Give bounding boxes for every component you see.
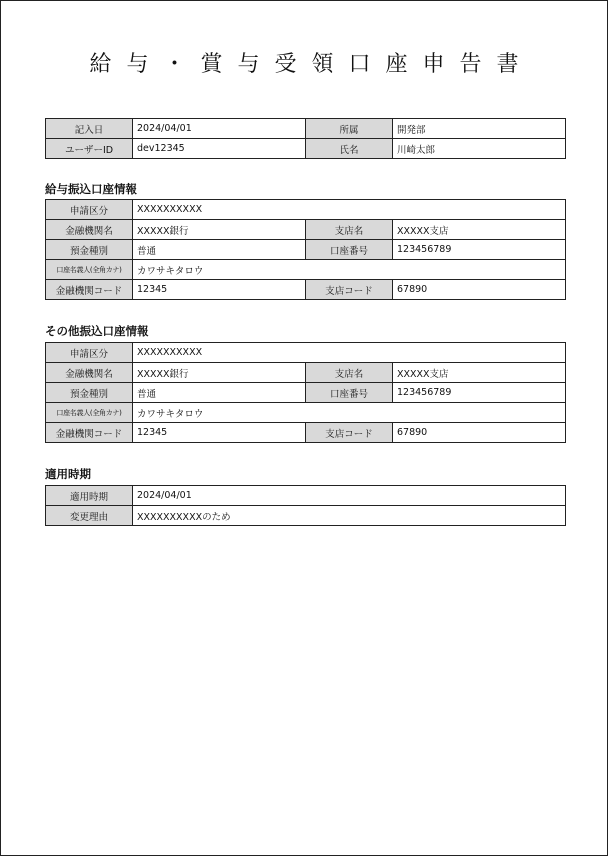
salary-account-section-title: 給与振込口座情報 — [45, 182, 137, 196]
account-number-label: 口座番号 — [306, 240, 393, 260]
table-row — [46, 200, 566, 220]
change-reason-label: 変更理由 — [46, 506, 133, 526]
table-row — [46, 423, 566, 443]
effective-date-label: 適用時期 — [46, 486, 133, 506]
effective-date-value: 2024/04/01 — [133, 486, 566, 506]
application-type-value: XXXXXXXXXX — [133, 200, 566, 220]
bank-code-label: 金融機関コード — [46, 423, 133, 443]
application-type-value: XXXXXXXXXX — [133, 343, 566, 363]
change-reason-value: XXXXXXXXXXのため — [133, 506, 566, 526]
deposit-type-value: 普通 — [133, 383, 306, 403]
document-title: 給与・賞与受領口座申告書 — [89, 52, 534, 77]
table-row — [46, 119, 566, 139]
effective-section-title: 適用時期 — [45, 467, 91, 481]
account-holder-value: カワサキタロウ — [133, 403, 566, 423]
branch-name-value: XXXXX支店 — [393, 363, 566, 383]
table-row — [46, 403, 566, 423]
account-number-value: 123456789 — [393, 383, 566, 403]
entry-date-label: 記入日 — [46, 119, 133, 139]
bank-name-value: XXXXX銀行 — [133, 220, 306, 240]
application-type-label: 申請区分 — [46, 200, 133, 220]
effective-table — [45, 485, 566, 526]
account-holder-value: カワサキタロウ — [133, 260, 566, 280]
branch-code-value: 67890 — [393, 423, 566, 443]
name-label: 氏名 — [306, 139, 393, 159]
account-number-label: 口座番号 — [306, 383, 393, 403]
account-holder-label: 口座名義人(全角カナ) — [46, 403, 133, 423]
branch-code-label: 支店コード — [306, 280, 393, 300]
header-info-table — [45, 118, 566, 159]
table-row — [46, 383, 566, 403]
other-account-table — [45, 342, 566, 443]
branch-name-value: XXXXX支店 — [393, 220, 566, 240]
application-type-label: 申請区分 — [46, 343, 133, 363]
department-value: 開発部 — [393, 119, 566, 139]
deposit-type-label: 預金種別 — [46, 383, 133, 403]
bank-name-value: XXXXX銀行 — [133, 363, 306, 383]
bank-code-value: 12345 — [133, 280, 306, 300]
deposit-type-value: 普通 — [133, 240, 306, 260]
bank-code-value: 12345 — [133, 423, 306, 443]
branch-name-label: 支店名 — [306, 363, 393, 383]
table-row — [46, 240, 566, 260]
salary-account-table — [45, 199, 566, 300]
branch-name-label: 支店名 — [306, 220, 393, 240]
user-id-label: ユーザーID — [46, 139, 133, 159]
name-value: 川崎太郎 — [393, 139, 566, 159]
table-row — [46, 343, 566, 363]
department-label: 所属 — [306, 119, 393, 139]
branch-code-label: 支店コード — [306, 423, 393, 443]
bank-name-label: 金融機関名 — [46, 220, 133, 240]
account-number-value: 123456789 — [393, 240, 566, 260]
entry-date-value: 2024/04/01 — [133, 119, 306, 139]
deposit-type-label: 預金種別 — [46, 240, 133, 260]
branch-code-value: 67890 — [393, 280, 566, 300]
account-holder-label: 口座名義人(全角カナ) — [46, 260, 133, 280]
table-row — [46, 506, 566, 526]
bank-name-label: 金融機関名 — [46, 363, 133, 383]
table-row — [46, 363, 566, 383]
table-row — [46, 139, 566, 159]
user-id-value: dev12345 — [133, 139, 306, 159]
table-row — [46, 220, 566, 240]
table-row — [46, 280, 566, 300]
bank-code-label: 金融機関コード — [46, 280, 133, 300]
table-row — [46, 486, 566, 506]
other-account-section-title: その他振込口座情報 — [45, 324, 149, 338]
table-row — [46, 260, 566, 280]
